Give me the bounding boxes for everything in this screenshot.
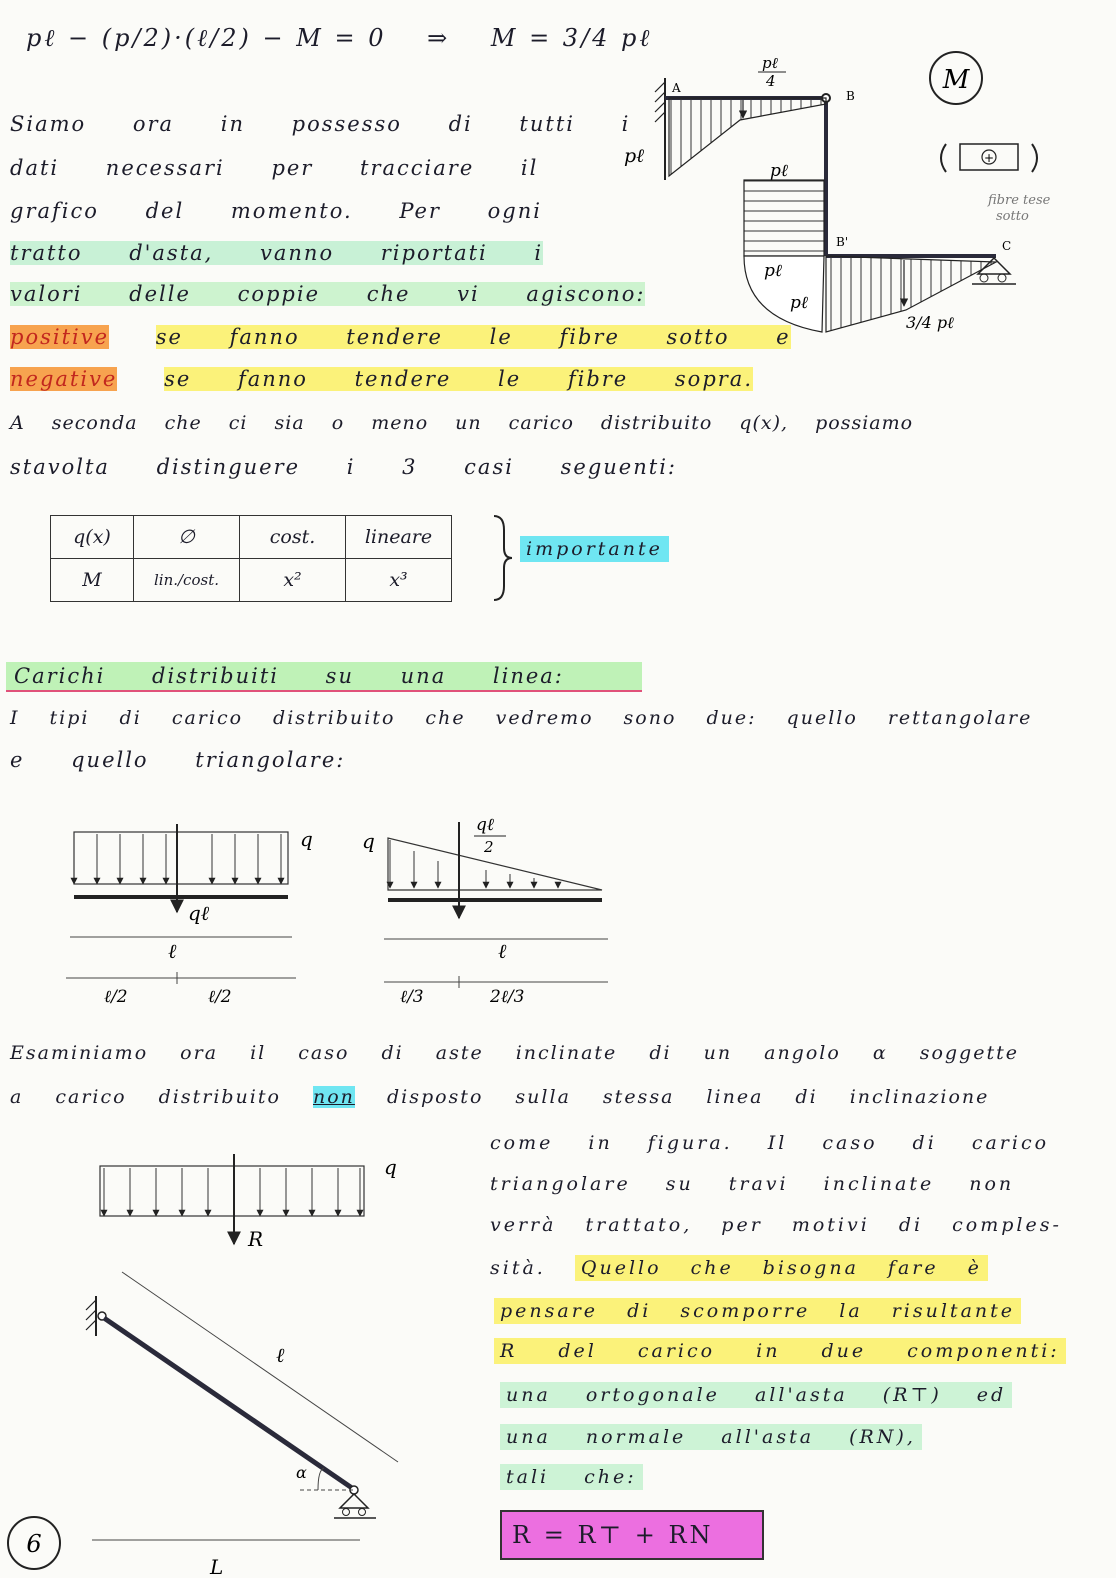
intro-line-9: stavolta distinguere i 3 casi seguenti:	[10, 455, 677, 479]
tri-res-den: 2	[484, 838, 494, 856]
tri-third-label: ℓ/3	[400, 987, 424, 1007]
sign-arc-left	[941, 144, 946, 172]
section3-r8: una normale all'asta (RN),	[500, 1424, 922, 1450]
node-b: B	[846, 89, 855, 103]
inclined-beam	[104, 1318, 352, 1488]
inclined-load-diagram	[86, 1154, 398, 1540]
rect-half-1: ℓ/2	[104, 987, 128, 1007]
section2-title: Carichi distribuiti su una linea:	[6, 662, 642, 692]
table-cell: lineare	[346, 516, 452, 559]
label-34pl: 3/4 pℓ	[906, 313, 954, 332]
intro-line-3: grafico del momento. Per ogni	[10, 199, 542, 223]
rectangular-load-diagram	[66, 824, 296, 984]
node-a: A	[672, 81, 681, 95]
fibre-note-2: sotto	[996, 209, 1029, 224]
section3-line-2a: a carico distribuito	[10, 1086, 281, 1108]
intro-line-5: valori delle coppie che vi agiscono:	[10, 282, 646, 306]
node-b1: B'	[836, 235, 849, 249]
rect-half-2: ℓ/2	[208, 987, 232, 1007]
intro-line-4: tratto d'asta, vanno riportati i	[10, 241, 544, 265]
inclined-r-label: R	[248, 1227, 264, 1251]
intro-line-8: A seconda che ci sia o meno un carico distribuito q(x), possiamo	[10, 412, 914, 434]
section3-r2: triangolare su travi inclinate non	[490, 1173, 1015, 1195]
triangular-load-diagram	[384, 822, 608, 988]
table-cell: x³	[346, 559, 452, 602]
label-pl-mid: pℓ	[770, 161, 788, 181]
tri-length-label: ℓ	[498, 939, 507, 963]
table-cell: ∅	[134, 516, 240, 559]
moment-circle-label: M	[942, 65, 970, 95]
equation-left: pℓ − (p/2)·(ℓ/2) − M = 0	[26, 24, 387, 52]
label-pl4-den: 4	[766, 72, 776, 90]
intro-line-2: dati necessari per tracciare il	[10, 156, 539, 180]
table-cell: x²	[240, 559, 346, 602]
section3-r3: verrà trattato, per motivi di comples-	[490, 1214, 1062, 1236]
label-pl-b1: pℓ	[764, 261, 782, 281]
positive-word: positive	[10, 325, 110, 349]
section2-line-2: e quello triangolare:	[10, 748, 346, 772]
negative-rest: se fanno tendere le fibre sopra.	[164, 367, 753, 391]
tri-res-num: qℓ	[476, 815, 494, 835]
label-pl-b2: pℓ	[790, 293, 808, 313]
tri-q-label: q	[362, 829, 375, 853]
inclined-projection-label: L	[210, 1555, 224, 1578]
negative-word: negative	[10, 367, 118, 391]
equation-arrow: ⇒	[427, 24, 451, 52]
section2-line-1: I tipi di carico distribuito che vedremo sono due: quello rettangolare	[10, 707, 1033, 729]
important-note: importante	[520, 536, 669, 562]
table-brace	[494, 516, 512, 600]
inclined-angle-label: α	[296, 1463, 307, 1482]
section3-line-1: Esaminiamo ora il caso di aste inclinate di un angolo α soggette	[10, 1042, 1019, 1064]
intro-line-1: Siamo ora in possesso di tutti i	[10, 112, 631, 136]
section3-r1: come in figura. Il caso di carico	[490, 1132, 1050, 1154]
fibre-note-1: fibre tese	[988, 193, 1051, 208]
page-number: 6	[26, 1530, 42, 1558]
rect-length-label: ℓ	[168, 939, 177, 963]
table-cell: cost.	[240, 516, 346, 559]
node-c: C	[1002, 239, 1012, 253]
label-pl4-num: pℓ	[762, 54, 778, 72]
section3-r4a: sità.	[490, 1257, 546, 1279]
inclined-length-label: ℓ	[276, 1343, 285, 1367]
sign-arc-right	[1032, 144, 1037, 172]
section3-r6: R del carico in due componenti:	[494, 1338, 1066, 1364]
tri-two-thirds-label: 2ℓ/3	[490, 987, 525, 1007]
table-cell: M	[51, 559, 134, 602]
sign-plus: +	[983, 151, 995, 165]
section3-r7: una ortogonale all'asta (R⊤) ed	[500, 1382, 1012, 1408]
table-cell: lin./cost.	[134, 559, 240, 602]
section3-r5: pensare di scomporre la risultante	[494, 1298, 1021, 1324]
equation-result: M = 3/4 pℓ	[490, 24, 653, 52]
moment-area-ab	[669, 98, 826, 176]
inclined-q-label: q	[384, 1155, 397, 1179]
table-cell: q(x)	[51, 516, 134, 559]
decomposition-formula: R = R⊤ + RN	[500, 1510, 764, 1560]
section3-r4b: Quello che bisogna fare è	[575, 1255, 988, 1281]
positive-rest: se fanno tendere le fibre sotto e	[155, 325, 791, 349]
moment-parabola	[744, 256, 824, 332]
rect-resultant-label: qℓ	[188, 901, 210, 925]
section3-line-2b: disposto sulla stessa linea di inclinazione	[386, 1086, 990, 1108]
section3-r9: tali che:	[500, 1464, 643, 1490]
moment-area-bb1	[744, 180, 824, 256]
label-pl-left: pℓ	[624, 145, 645, 167]
non-word: non	[313, 1086, 355, 1108]
rect-q-label: q	[300, 827, 313, 851]
